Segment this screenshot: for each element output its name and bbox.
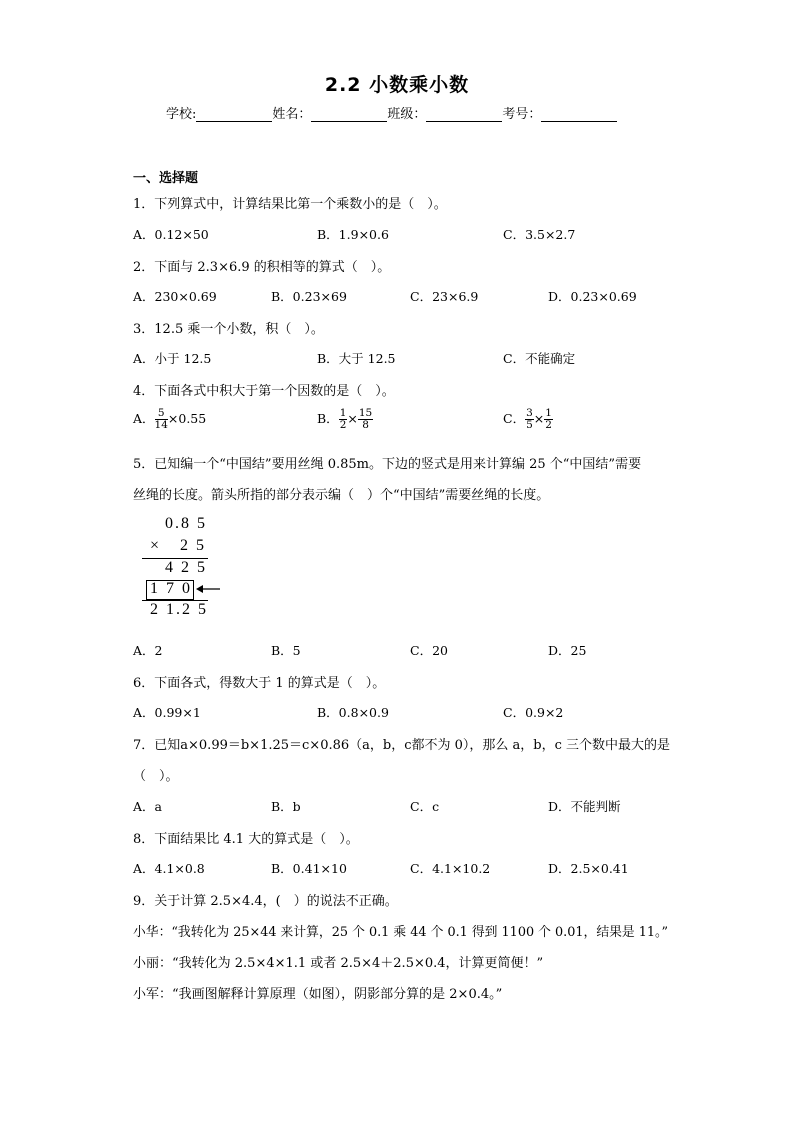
vertical-row-4: 1 7 0 <box>150 580 192 597</box>
q4-b-numerator-2: 15 <box>358 407 373 419</box>
q7-option-c[interactable]: C．c <box>410 799 440 814</box>
q1-option-a[interactable]: A．0.12×50 <box>133 227 209 242</box>
q2-option-a[interactable]: A．230×0.69 <box>133 289 217 304</box>
q8-option-a[interactable]: A．4.1×0.8 <box>133 861 205 876</box>
q4-a-fraction <box>155 408 168 431</box>
q8-option-b[interactable]: B．0.41×10 <box>271 861 347 876</box>
question-9-stem: 9．关于计算 2.5×4.4，( ）的说法不正确。 <box>133 894 398 909</box>
section-title: 一、选择题 <box>133 171 199 186</box>
vertical-row-3: 4 2 5 <box>165 559 207 576</box>
question-8-stem: 8．下面结果比 4.1 大的算式是（ ）。 <box>133 832 359 847</box>
q1-option-c[interactable]: C．3.5×2.7 <box>503 227 576 242</box>
q4-b-fraction-2 <box>358 408 373 431</box>
name-label: 姓名： <box>272 107 312 122</box>
q6-option-c[interactable]: C．0.9×2 <box>503 705 564 720</box>
q4-b-numerator-1: 1 <box>339 407 347 419</box>
q4-c-numerator-2: 1 <box>545 407 552 419</box>
page-title: 2.2 小数乘小数 <box>324 74 470 96</box>
q4-a-rest: ×0.55 <box>167 411 207 426</box>
name-blank[interactable] <box>311 107 387 122</box>
vertical-times-sign: × <box>150 537 162 554</box>
question-3-stem: 3．12.5 乘一个小数，积（ ）。 <box>133 322 324 337</box>
class-blank[interactable] <box>426 107 502 122</box>
q2-option-d[interactable]: D．0.23×0.69 <box>548 289 637 304</box>
q3-option-a[interactable]: A．小于 12.5 <box>133 351 212 366</box>
q4-a-denominator: 14 <box>154 419 168 431</box>
number-blank[interactable] <box>541 107 617 122</box>
vertical-row-1: 0.8 5 <box>165 515 207 532</box>
question-7-stem-line-2: （ ）。 <box>133 769 179 784</box>
q4-c-fraction-2 <box>544 408 553 431</box>
q4-option-a[interactable] <box>133 408 206 431</box>
question-2-stem: 2．下面与 2.3×6.9 的积相等的算式（ ）。 <box>133 260 391 275</box>
q4-c-denominator-2: 2 <box>545 419 552 431</box>
question-6-stem: 6．下面各式，得数大于 1 的算式是（ ）。 <box>133 676 386 691</box>
q4-c-fraction-1 <box>525 408 534 431</box>
q9-statement-xiaoli: 小丽：“我转化为 2.5×4×1.1 或者 2.5×4＋2.5×0.4，计算更简便！” <box>133 956 544 971</box>
question-5-stem-line-1: 5．已知编一个“中国结”要用丝绳 0.85m。下边的竖式是用来计算编 25 个“中国结”需要 <box>133 457 642 472</box>
question-5-stem-line-2: 丝绳的长度。箭头所指的部分表示编（ ）个“中国结”需要丝绳的长度。 <box>133 488 550 503</box>
q6-option-b[interactable]: B．0.8×0.9 <box>317 705 389 720</box>
q4-option-c[interactable] <box>503 408 553 431</box>
q4-b-denominator-2: 8 <box>362 419 369 431</box>
q5-option-a[interactable]: A．2 <box>133 643 163 658</box>
q5-option-c[interactable]: C．20 <box>410 643 448 658</box>
q8-option-d[interactable]: D．2.5×0.41 <box>548 861 629 876</box>
q4-c-operator: × <box>533 411 545 426</box>
q5-option-b[interactable]: B．5 <box>271 643 301 658</box>
class-label: 班级： <box>387 107 427 122</box>
q4-b-prefix: B． <box>317 411 339 426</box>
q7-option-b[interactable]: B．b <box>271 799 301 814</box>
q2-option-c[interactable]: C．23×6.9 <box>410 289 479 304</box>
q4-b-operator: × <box>347 411 358 426</box>
q4-a-numerator: 5 <box>155 408 168 420</box>
q7-option-d[interactable]: D．不能判断 <box>548 799 621 814</box>
vertical-row-2: 2 5 <box>180 537 206 554</box>
q7-option-a[interactable]: A．a <box>133 799 162 814</box>
q4-c-prefix: C． <box>503 411 526 426</box>
q9-statement-xiaojun: 小军：“我画图解释计算原理（如图），阴影部分算的是 2×0.4。” <box>133 987 503 1002</box>
number-label: 考号： <box>502 107 542 122</box>
vertical-row-5: 2 1.2 5 <box>150 601 208 618</box>
q6-option-a[interactable]: A．0.99×1 <box>133 705 201 720</box>
q1-option-b[interactable]: B．1.9×0.6 <box>317 227 389 242</box>
q2-option-b[interactable]: B．0.23×69 <box>271 289 347 304</box>
school-blank[interactable] <box>196 107 272 122</box>
q4-c-denominator-1: 5 <box>526 419 533 431</box>
arrow-left-icon <box>195 582 221 596</box>
q4-c-numerator-1: 3 <box>526 407 533 419</box>
school-label: 学校: <box>166 107 197 122</box>
question-1-stem: 1．下列算式中，计算结果比第一个乘数小的是（ ）。 <box>133 197 447 212</box>
q4-option-b[interactable] <box>317 408 373 431</box>
q3-option-b[interactable]: B．大于 12.5 <box>317 351 396 366</box>
q4-a-prefix: A． <box>133 411 155 426</box>
question-4-stem: 4．下面各式中积大于第一个因数的是（ ）。 <box>133 384 395 399</box>
q9-statement-xiaohua: 小华：“我转化为 25×44 来计算，25 个 0.1 乘 44 个 0.1 得到 1100 个 0.01，结果是 11。” <box>133 925 668 940</box>
q4-b-denominator-1: 2 <box>339 419 347 431</box>
question-7-stem-line-1: 7．已知a×0.99＝b×1.25＝c×0.86（a，b，c都不为 0），那么 a，b，c 三个数中最大的是 <box>133 738 671 753</box>
student-info-line <box>166 103 617 122</box>
q8-option-c[interactable]: C．4.1×10.2 <box>410 861 491 876</box>
q3-option-c[interactable]: C．不能确定 <box>503 351 576 366</box>
q5-option-d[interactable]: D．25 <box>548 643 587 658</box>
